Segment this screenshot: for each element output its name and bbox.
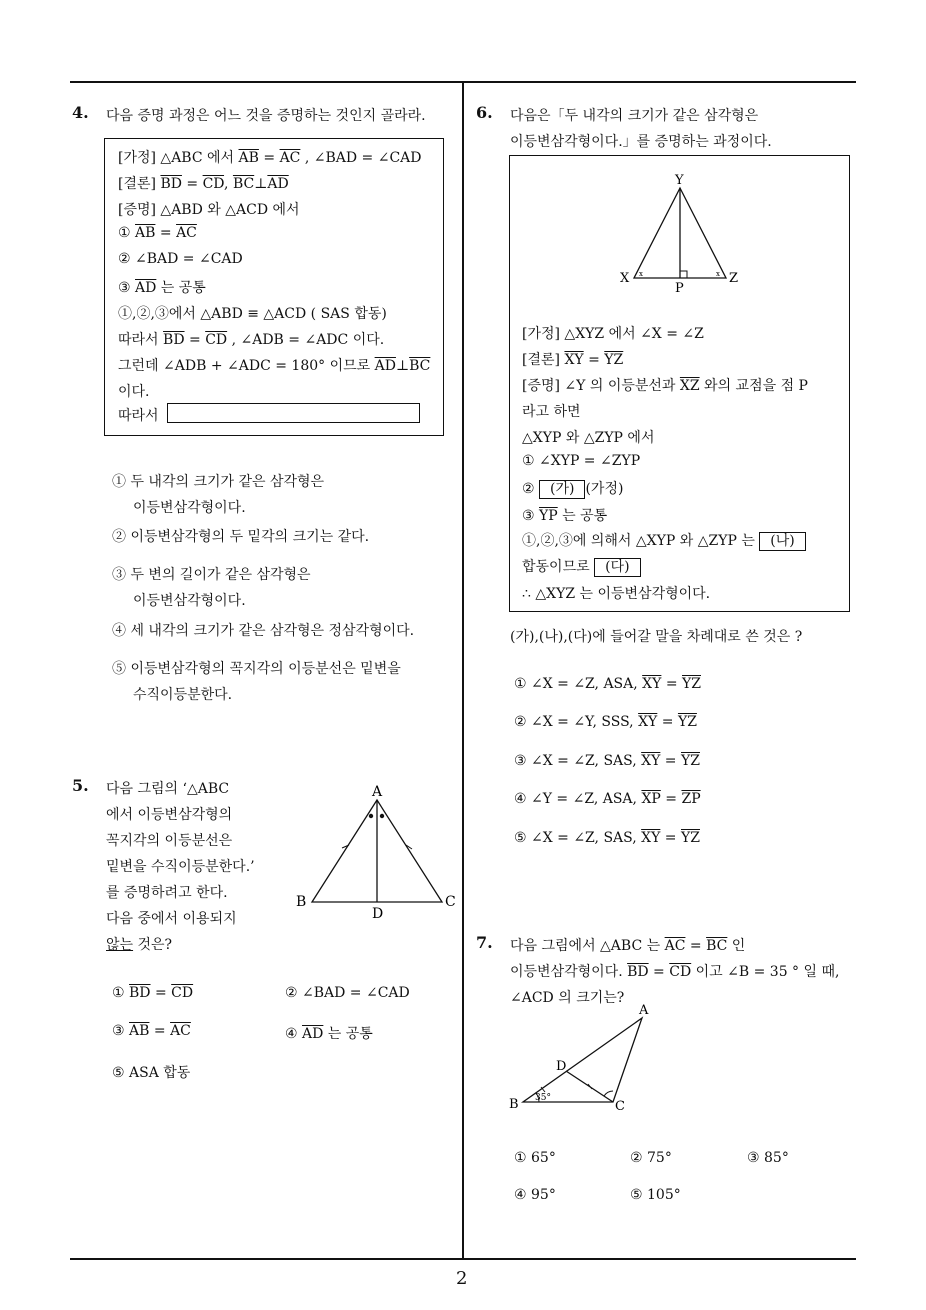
- q4-choice-5-cont: 수직이등분한다.: [133, 687, 233, 703]
- q7-choice-3[interactable]: ③ 85°: [747, 1150, 789, 1166]
- q7-choice-1[interactable]: ① 65°: [514, 1150, 556, 1166]
- q4-hypothesis: [가정] △ABC 에서 $\overline{AB} = \overline{AC}$ , ∠BAD = ∠CAD: [118, 150, 422, 166]
- q6-choice-4[interactable]: ④ ∠Y = ∠Z, ASA, $\overline{XP} = \overline{ZP}$: [514, 791, 701, 807]
- q4-proof-line: 이다.: [118, 384, 150, 400]
- angle-mark: [380, 814, 384, 818]
- q6-hypothesis: [가정] △XYZ 에서 ∠X = ∠Z: [522, 326, 704, 342]
- q4-prompt: 다음 증명 과정은 어느 것을 증명하는 것인지 골라라.: [106, 108, 426, 124]
- q7-label-C: C: [615, 1099, 625, 1114]
- q6-number: 6.: [476, 103, 493, 122]
- q7-text-line: ∠ACD 의 크기는?: [510, 990, 625, 1006]
- q4-proof-line: ① $\overline{AB} = \overline{AC}$: [118, 225, 197, 241]
- q7-label-A: A: [639, 1003, 649, 1018]
- right-angle-mark: [680, 271, 687, 278]
- q5-text-line: 꼭지각의 이등분선은: [106, 833, 233, 849]
- q6-proof-line: ①,②,③에 의해서 △XYP 와 △ZYP 는 (나): [522, 530, 806, 551]
- q4-choice-2[interactable]: ② 이등변삼각형의 두 밑각의 크기는 같다.: [112, 529, 370, 545]
- q4-choice-1[interactable]: ① 두 내각의 크기가 같은 삼각형은: [112, 474, 325, 490]
- q5-text-line: 다음 중에서 이용되지: [106, 911, 237, 927]
- q5-number: 5.: [72, 776, 89, 795]
- q5-label-B: B: [296, 894, 307, 910]
- q6-question: (가),(나),(다)에 들어갈 말을 차례대로 쓴 것은 ?: [510, 629, 803, 645]
- q6-proof-line: 합동이므로 (다): [522, 556, 641, 577]
- q5-choice-1[interactable]: ① $\overline{BD} = \overline{CD}$: [112, 985, 194, 1001]
- q6-proof-line: ② (가) (가정): [522, 481, 624, 497]
- q6-proof-line: [증명] ∠Y 의 이등분선과 $\overline{XZ}$ 와의 교점을 점 P: [522, 378, 808, 394]
- q6-proof-line: ① ∠XYP = ∠ZYP: [522, 453, 641, 469]
- q4-choice-3-cont: 이등변삼각형이다.: [133, 593, 246, 609]
- blank-da: (다): [594, 558, 640, 577]
- q7-choice-4[interactable]: ④ 95°: [514, 1187, 556, 1203]
- q5-text-line: 밑변을 수직이등분한다.’: [106, 859, 255, 875]
- q7-choice-2[interactable]: ② 75°: [630, 1150, 672, 1166]
- q5-text-line: 다음 그림의 ‘△ABC: [106, 781, 230, 797]
- q5-text-line: 를 증명하려고 한다.: [106, 885, 228, 901]
- angle-mark: x: [639, 270, 643, 278]
- q5-text-line: 에서 이등변삼각형의: [106, 807, 233, 823]
- q6-proof-line: 라고 하면: [522, 404, 581, 420]
- q7-number: 7.: [476, 933, 493, 952]
- q6-prompt-cont: 이등변삼각형이다.」를 증명하는 과정이다.: [510, 134, 772, 150]
- q6-choice-3[interactable]: ③ ∠X = ∠Z, SAS, $\overline{XY} = \overline{YZ}$: [514, 753, 700, 769]
- blank-na: (나): [759, 532, 805, 551]
- q7-label-B: B: [509, 1097, 519, 1112]
- q7-label-D: D: [556, 1059, 567, 1074]
- q6-prompt: 다음은「두 내각의 크기가 같은 삼각형은: [510, 108, 759, 124]
- q5-label-A: A: [372, 784, 383, 800]
- angle-arc-C: [604, 1091, 613, 1096]
- q6-triangle-figure: [612, 170, 752, 295]
- page-number: 2: [456, 1268, 468, 1289]
- q4-proof-line: 그런데 ∠ADB + ∠ADC = 180° 이므로 $\overline{AD}\perp\overline{BC}$: [118, 358, 431, 374]
- q7-triangle-figure: [505, 1002, 665, 1117]
- q4-proof-line: [증명] △ABD 와 △ACD 에서: [118, 202, 300, 218]
- q4-proof-line: ①,②,③에서 △ABD ≡ △ACD ( SAS 합동): [118, 306, 387, 322]
- q6-conclusion: [결론] $\overline{XY} = \overline{YZ}$: [522, 352, 624, 368]
- q6-label-P: P: [675, 281, 684, 295]
- q6-label-X: X: [620, 271, 630, 286]
- q4-choice-1-cont: 이등변삼각형이다.: [133, 500, 246, 516]
- q6-choice-5[interactable]: ⑤ ∠X = ∠Z, SAS, $\overline{XY} = \overline{YZ}$: [514, 830, 700, 846]
- q4-proof-line: 따라서 $\overline{BD} = \overline{CD}$ , ∠ADB = ∠ADC 이다.: [118, 332, 385, 348]
- q7-triangle: [523, 1018, 642, 1102]
- q4-answer-blank: [167, 403, 420, 423]
- q4-proof-line: 따라서: [118, 408, 159, 424]
- q7-choice-5[interactable]: ⑤ 105°: [630, 1187, 681, 1203]
- q4-choice-3[interactable]: ③ 두 변의 길이가 같은 삼각형은: [112, 567, 311, 583]
- q5-label-D: D: [372, 906, 384, 922]
- q4-number: 4.: [72, 103, 89, 122]
- q4-choice-5[interactable]: ⑤ 이등변삼각형의 꼭지각의 이등분선은 밑변을: [112, 661, 401, 677]
- q6-label-Y: Y: [675, 173, 684, 188]
- q5-triangle-figure: [290, 778, 460, 923]
- angle-mark: [369, 814, 373, 818]
- q4-choice-4[interactable]: ④ 세 내각의 크기가 같은 삼각형은 정삼각형이다.: [112, 623, 415, 639]
- angle-mark: x: [716, 270, 720, 278]
- q4-proof-line: ② ∠BAD = ∠CAD: [118, 251, 243, 267]
- q7-text-line: 다음 그림에서 △ABC 는 $\overline{AC} = \overline{BC}$ 인: [510, 938, 746, 954]
- q6-label-Z: Z: [729, 271, 739, 286]
- q5-label-C: C: [445, 894, 456, 910]
- q6-proof-line: △XYP 와 △ZYP 에서: [522, 430, 655, 446]
- column-divider: [462, 82, 464, 1259]
- q4-proof-line: ③ $\overline{AD}$ 는 공통: [118, 280, 206, 296]
- q7-text-line: 이등변삼각형이다. $\overline{BD} = \overline{CD}$ 이고 ∠B = 35 ° 일 때,: [510, 964, 840, 980]
- q5-text-line: 않는 것은?: [106, 937, 173, 953]
- q4-conclusion: [결론] $\overline{BD} = \overline{CD}$, $\overline{BC}\perp\overline{AD}$: [118, 176, 289, 192]
- q6-proof-line: ③ $\overline{YP}$ 는 공통: [522, 508, 608, 524]
- q7-angle-label: 35°: [535, 1093, 551, 1103]
- q5-choice-3[interactable]: ③ $\overline{AB} = \overline{AC}$: [112, 1023, 191, 1039]
- q6-choice-1[interactable]: ① ∠X = ∠Z, ASA, $\overline{XY} = \overline{YZ}$: [514, 676, 701, 692]
- q6-choice-2[interactable]: ② ∠X = ∠Y, SSS, $\overline{XY} = \overline{YZ}$: [514, 714, 697, 730]
- q6-proof-line: ∴ △XYZ 는 이등변삼각형이다.: [522, 586, 711, 602]
- blank-ga: (가): [539, 480, 585, 499]
- q5-choice-5[interactable]: ⑤ ASA 합동: [112, 1065, 191, 1081]
- q5-choice-2[interactable]: ② ∠BAD = ∠CAD: [285, 985, 410, 1001]
- q5-choice-4[interactable]: ④ $\overline{AD}$ 는 공통: [285, 1026, 373, 1042]
